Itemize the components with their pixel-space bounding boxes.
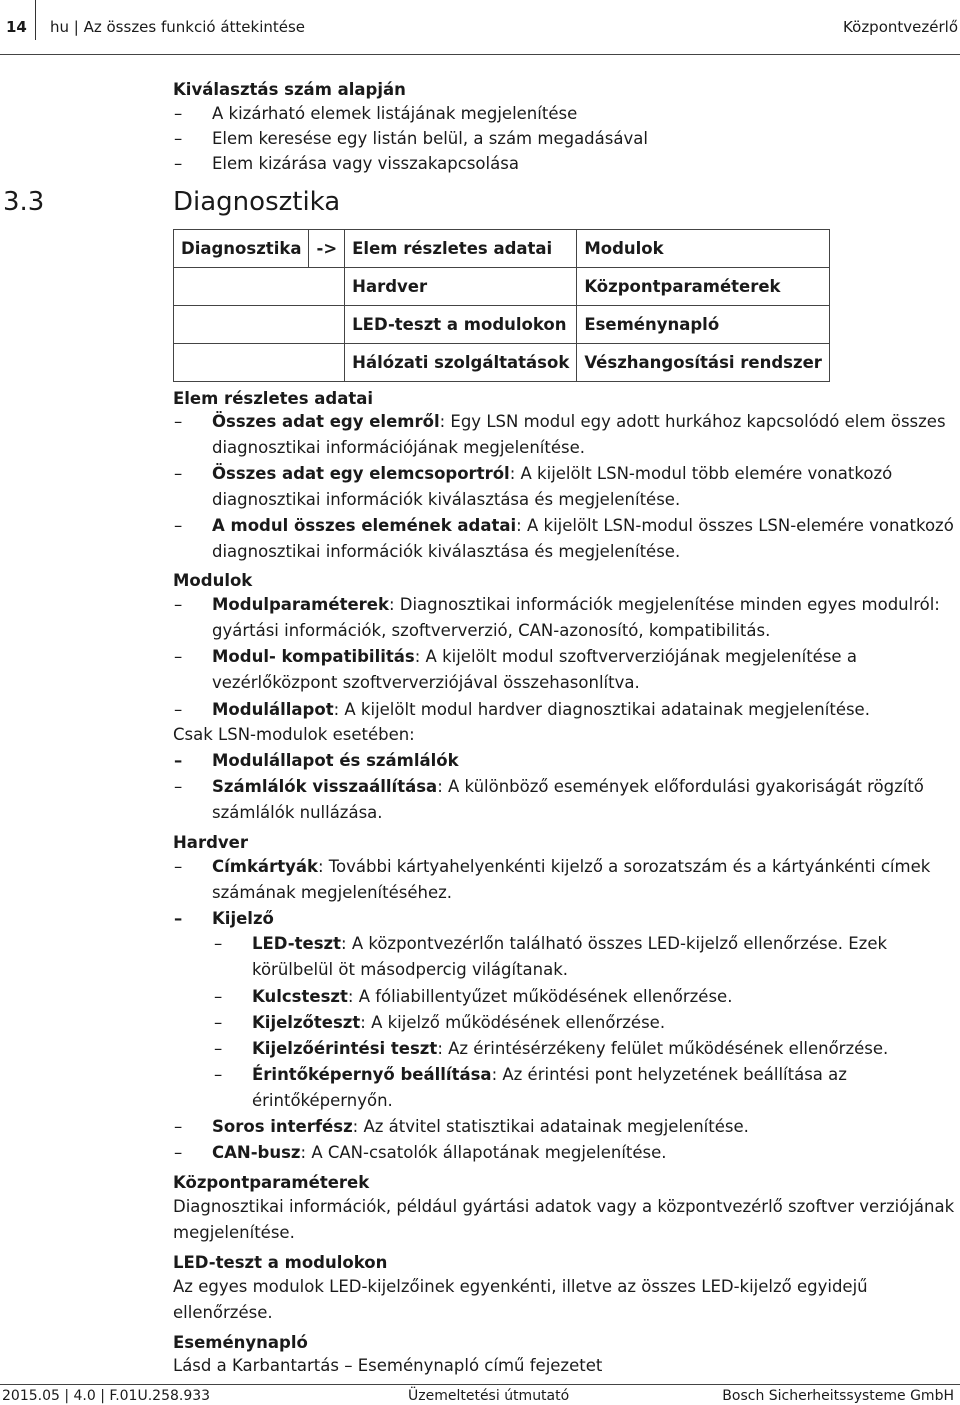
menu-item-modulok: Modulok <box>577 230 830 268</box>
kijelzo-item-1: – LED-teszt: A központvezérlőn található összes LED-kijelző ellenőrzése. Ezek <box>252 931 887 957</box>
hardver-soros: – Soros interfész: Az átvitel statisztikai adatainak megjelenítése. <box>212 1114 749 1140</box>
header-right: Központvezérlő <box>843 18 958 36</box>
intro-heading: Kiválasztás szám alapján <box>173 80 406 99</box>
kijelzo-item-5: – Érintőképernyő beállítása: Az érintési pont helyzetének beállítása az <box>252 1062 847 1088</box>
menu-item-elem: Elem részletes adatai <box>345 230 577 268</box>
kozpont-heading: Központparaméterek <box>173 1173 370 1192</box>
ledteszt-line-1: Az egyes modulok LED-kijelzőinek egyenkénti, illetve az összes LED-kijelző egyidejű <box>173 1277 868 1296</box>
elem-item-1: – Összes adat egy elemről: Egy LSN modul egy adott hurkához kapcsolódó elem összes <box>212 409 946 435</box>
intro-item-3: – Elem kizárása vagy visszakapcsolása <box>212 151 519 177</box>
menu-root: Diagnosztika <box>174 230 309 268</box>
menu-item-hardver: Hardver <box>345 268 577 306</box>
elem-item-3-cont: diagnosztikai információk kiválasztása és megjelenítése. <box>212 542 681 561</box>
header-separator <box>35 0 36 40</box>
hardver-heading: Hardver <box>173 833 248 852</box>
page-number: 14 <box>6 18 27 36</box>
footer-center: Üzemeltetési útmutató <box>408 1388 570 1404</box>
esemeny-heading: Eseménynapló <box>173 1333 308 1352</box>
footer-left: 2015.05 | 4.0 | F.01U.258.933 <box>2 1388 211 1404</box>
hardver-cimkartyak: – Címkártyák: További kártyahelyenkénti kijelző a sorozatszám és a kártyánkénti címek <box>212 854 930 880</box>
intro-item-1: – A kizárható elemek listájának megjelenítése <box>212 101 577 127</box>
lsn-note: Csak LSN-modulok esetében: <box>173 725 415 744</box>
menu-arrow: -> <box>309 230 345 268</box>
elem-item-3: – A modul összes elemének adatai: A kijelölt LSN-modul összes LSN-elemére vonatkozó <box>212 513 954 539</box>
hardver-can: – CAN-busz: A CAN-csatolók állapotának megjelenítése. <box>212 1140 667 1166</box>
kijelzo-item-4: – Kijelzőérintési teszt: Az érintésérzékeny felület működésének ellenőrzése. <box>252 1036 888 1062</box>
diagnostics-menu-table <box>173 229 830 382</box>
elem-item-2-cont: diagnosztikai információk kiválasztása és megjelenítése. <box>212 490 681 509</box>
kijelzo-item-3: – Kijelzőteszt: A kijelző működésének ellenőrzése. <box>252 1010 665 1036</box>
intro-item-2: – Elem keresése egy listán belül, a szám megadásával <box>212 126 648 152</box>
menu-item-halozati: Hálózati szolgáltatások <box>345 344 577 382</box>
footer-rule <box>0 1384 960 1385</box>
modulok-item-3: – Modulállapot: A kijelölt modul hardver diagnosztikai adatainak megjelenítése. <box>212 697 870 723</box>
elem-heading: Elem részletes adatai <box>173 389 374 408</box>
section-number: 3.3 <box>3 187 45 217</box>
footer-right: Bosch Sicherheitssysteme GmbH <box>722 1388 954 1404</box>
elem-item-2: – Összes adat egy elemcsoportról: A kijelölt LSN-modul több elemére vonatkozó <box>212 461 892 487</box>
modulok-item-2: – Modul- kompatibilitás: A kijelölt modul szoftververziójának megjelenítése a <box>212 644 857 670</box>
menu-item-ledteszt: LED-teszt a modulokon <box>345 306 577 344</box>
section-title: Diagnosztika <box>173 187 341 217</box>
lsn-item-1: – Modulállapot és számlálók <box>212 748 459 774</box>
hardver-cimkartyak-cont: számának megjelenítéséhez. <box>212 883 453 902</box>
kozpont-line-2: megjelenítése. <box>173 1223 295 1242</box>
menu-item-veszhangositasi: Vészhangosítási rendszer <box>577 344 830 382</box>
hardver-kijelzo: – Kijelző <box>212 906 274 932</box>
header-title: hu | Az összes funkció áttekintése <box>50 18 306 36</box>
kijelzo-item-2: – Kulcsteszt: A fóliabillentyűzet működésének ellenőrzése. <box>252 984 732 1010</box>
elem-item-1-cont: diagnosztikai információjának megjelenítése. <box>212 438 585 457</box>
modulok-item-1: – Modulparaméterek: Diagnosztikai információk megjelenítése minden egyes modulról: <box>212 592 940 618</box>
menu-item-esemenynaplo: Eseménynapló <box>577 306 830 344</box>
menu-item-kozpontparameterek: Központparaméterek <box>577 268 830 306</box>
modulok-item-2-cont: vezérlőközpont szoftververziójával összehasonlítva. <box>212 673 640 692</box>
ledteszt-heading: LED-teszt a modulokon <box>173 1253 388 1272</box>
modulok-item-1-cont: gyártási információk, szoftververzió, CAN-azonosító, kompatibilitás. <box>212 621 771 640</box>
ledteszt-line-2: ellenőrzése. <box>173 1303 273 1322</box>
kozpont-line-1: Diagnosztikai információk, például gyártási adatok vagy a központvezérlő szoftver verziójának <box>173 1197 955 1216</box>
lsn-item-2: – Számlálók visszaállítása: A különböző események előfordulási gyakoriságát rögzítő <box>212 774 924 800</box>
lsn-item-2-cont: számlálók nullázása. <box>212 803 383 822</box>
esemeny-line-1: Lásd a Karbantartás – Eseménynapló című fejezetet <box>173 1356 603 1375</box>
modulok-heading: Modulok <box>173 571 253 590</box>
header-rule <box>0 54 960 55</box>
kijelzo-item-1-cont: körülbelül öt másodpercig világítanak. <box>252 960 569 979</box>
kijelzo-item-5-cont: érintőképernyőn. <box>252 1091 393 1110</box>
